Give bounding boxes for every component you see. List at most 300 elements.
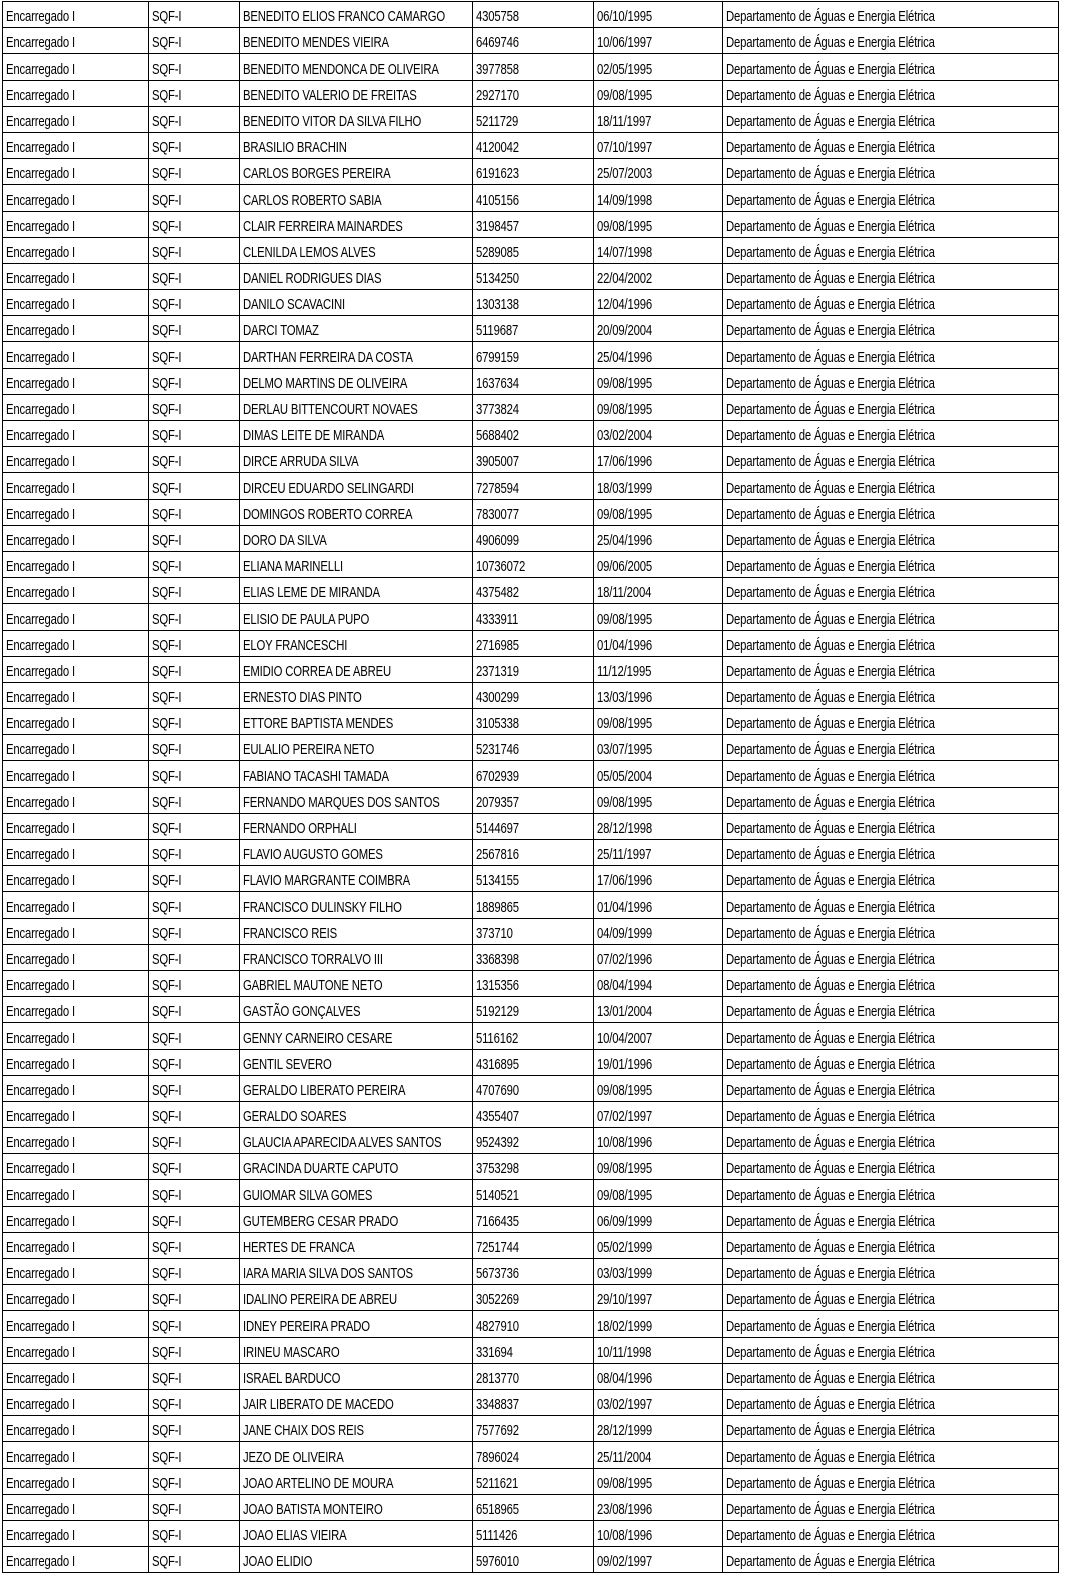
registration-cell — [473, 1232, 594, 1258]
name-cell-text: BENEDITO MENDES VIEIRA — [243, 35, 389, 52]
registration-cell — [473, 840, 594, 866]
cargo-cell — [3, 735, 149, 761]
date-cell-text: 10/04/2007 — [597, 1030, 653, 1047]
department-cell — [723, 525, 1059, 551]
department-cell-text: Departamento de Águas e Energia Elétrica — [726, 349, 935, 366]
table-row — [3, 106, 1059, 132]
table-row — [3, 1206, 1059, 1232]
registration-cell — [473, 1154, 594, 1180]
qualification-cell — [149, 421, 240, 447]
name-cell-text: BENEDITO MENDONCA DE OLIVEIRA — [243, 61, 439, 78]
department-cell — [723, 1049, 1059, 1075]
cargo-cell-text: Encarregado I — [6, 532, 76, 549]
department-cell — [723, 604, 1059, 630]
department-cell — [723, 944, 1059, 970]
table-row — [3, 1363, 1059, 1389]
department-cell — [723, 263, 1059, 289]
date-cell — [594, 1259, 723, 1285]
qualification-cell — [149, 342, 240, 368]
registration-cell-text: 5134155 — [476, 873, 519, 890]
registration-cell — [473, 866, 594, 892]
table-row — [3, 1468, 1059, 1494]
date-cell — [594, 1389, 723, 1415]
date-cell-text: 09/08/1995 — [597, 1161, 653, 1178]
cargo-cell-text: Encarregado I — [6, 375, 76, 392]
name-cell-text: CARLOS ROBERTO SABIA — [243, 192, 382, 209]
date-cell — [594, 735, 723, 761]
qualification-cell-text: SQF-I — [152, 1370, 182, 1387]
cargo-cell-text: Encarregado I — [6, 192, 76, 209]
name-cell — [240, 1337, 473, 1363]
name-cell — [240, 394, 473, 420]
table-row — [3, 1075, 1059, 1101]
name-cell — [240, 473, 473, 499]
registration-cell — [473, 316, 594, 342]
cargo-cell — [3, 1075, 149, 1101]
name-cell-text: GABRIEL MAUTONE NETO — [243, 978, 383, 995]
cargo-cell-text: Encarregado I — [6, 716, 76, 733]
date-cell — [594, 1101, 723, 1127]
department-cell-text: Departamento de Águas e Energia Elétrica — [726, 1161, 935, 1178]
name-cell-text: GENTIL SEVERO — [243, 1056, 332, 1073]
qualification-cell — [149, 290, 240, 316]
registration-cell — [473, 1442, 594, 1468]
name-cell-text: GASTÃO GONÇALVES — [243, 1004, 361, 1021]
registration-cell-text: 1637634 — [476, 375, 519, 392]
registration-cell — [473, 682, 594, 708]
department-cell-text: Departamento de Águas e Energia Elétrica — [726, 1240, 935, 1256]
name-cell-text: ETTORE BAPTISTA MENDES — [243, 716, 394, 733]
registration-cell — [473, 1285, 594, 1311]
date-cell-text: 05/02/1999 — [597, 1240, 653, 1256]
cargo-cell-text: Encarregado I — [6, 166, 76, 183]
name-cell — [240, 1494, 473, 1520]
qualification-cell — [149, 394, 240, 420]
date-cell — [594, 421, 723, 447]
name-cell — [240, 263, 473, 289]
table-row — [3, 604, 1059, 630]
qualification-cell-text: SQF-I — [152, 1344, 182, 1361]
qualification-cell — [149, 787, 240, 813]
name-cell — [240, 578, 473, 604]
department-cell-text: Departamento de Águas e Energia Elétrica — [726, 192, 935, 209]
registration-cell-text: 5119687 — [476, 323, 519, 340]
registration-cell-text: 5211729 — [476, 113, 519, 130]
date-cell-text: 09/08/1995 — [597, 375, 653, 392]
date-cell-text: 25/04/1996 — [597, 532, 653, 549]
department-cell-text: Departamento de Águas e Energia Elétrica — [726, 402, 935, 418]
qualification-cell-text: SQF-I — [152, 1292, 182, 1309]
qualification-cell-text: SQF-I — [152, 951, 182, 968]
department-cell-text: Departamento de Águas e Energia Elétrica — [726, 61, 935, 78]
name-cell — [240, 918, 473, 944]
department-cell-text: Departamento de Águas e Energia Elétrica — [726, 821, 935, 837]
date-cell-text: 22/04/2002 — [597, 271, 653, 288]
department-cell — [723, 1442, 1059, 1468]
name-cell — [240, 1049, 473, 1075]
date-cell — [594, 447, 723, 473]
department-cell-text: Departamento de Águas e Energia Elétrica — [726, 611, 935, 628]
name-cell — [240, 1232, 473, 1258]
registration-cell — [473, 54, 594, 80]
name-cell-text: GLAUCIA APARECIDA ALVES SANTOS — [243, 1135, 442, 1152]
registration-cell-text: 4305758 — [476, 9, 519, 26]
qualification-cell — [149, 499, 240, 525]
table-row — [3, 185, 1059, 211]
department-cell — [723, 1494, 1059, 1520]
registration-cell — [473, 342, 594, 368]
table-row — [3, 1180, 1059, 1206]
qualification-cell-text: SQF-I — [152, 140, 182, 157]
department-cell — [723, 80, 1059, 106]
name-cell — [240, 997, 473, 1023]
qualification-cell-text: SQF-I — [152, 87, 182, 104]
cargo-cell — [3, 28, 149, 54]
date-cell-text: 18/03/1999 — [597, 480, 653, 497]
qualification-cell-text: SQF-I — [152, 113, 182, 130]
name-cell — [240, 1468, 473, 1494]
table-row — [3, 525, 1059, 551]
qualification-cell-text: SQF-I — [152, 1318, 182, 1335]
name-cell — [240, 1101, 473, 1127]
department-cell-text: Departamento de Águas e Energia Elétrica — [726, 1528, 935, 1545]
department-cell — [723, 1311, 1059, 1337]
department-cell — [723, 368, 1059, 394]
date-cell-text: 13/03/1996 — [597, 690, 653, 707]
registration-cell-text: 7896024 — [476, 1449, 519, 1466]
name-cell-text: IARA MARIA SILVA DOS SANTOS — [243, 1266, 413, 1283]
qualification-cell-text: SQF-I — [152, 559, 182, 576]
cargo-cell-text: Encarregado I — [6, 1056, 76, 1073]
date-cell — [594, 106, 723, 132]
department-cell-text: Departamento de Águas e Energia Elétrica — [726, 1554, 935, 1571]
registration-cell-text: 5144697 — [476, 821, 519, 837]
table-row — [3, 421, 1059, 447]
qualification-cell-text: SQF-I — [152, 1082, 182, 1099]
cargo-cell-text: Encarregado I — [6, 113, 76, 130]
cargo-cell-text: Encarregado I — [6, 768, 76, 785]
cargo-cell-text: Encarregado I — [6, 951, 76, 968]
department-cell — [723, 2, 1059, 28]
qualification-cell-text: SQF-I — [152, 1056, 182, 1073]
registration-cell — [473, 918, 594, 944]
qualification-cell — [149, 1075, 240, 1101]
department-cell-text: Departamento de Águas e Energia Elétrica — [726, 1370, 935, 1387]
department-cell — [723, 1259, 1059, 1285]
registration-cell — [473, 525, 594, 551]
table-row — [3, 342, 1059, 368]
qualification-cell-text: SQF-I — [152, 1501, 182, 1518]
name-cell — [240, 813, 473, 839]
date-cell-text: 25/04/1996 — [597, 349, 653, 366]
name-cell-text: BENEDITO VALERIO DE FREITAS — [243, 87, 417, 104]
cargo-cell-text: Encarregado I — [6, 244, 76, 261]
date-cell — [594, 290, 723, 316]
name-cell — [240, 604, 473, 630]
table-row — [3, 1416, 1059, 1442]
cargo-cell — [3, 237, 149, 263]
date-cell-text: 09/08/1995 — [597, 506, 653, 523]
cargo-cell-text: Encarregado I — [6, 637, 76, 654]
registration-cell — [473, 1389, 594, 1415]
date-cell-text: 18/02/1999 — [597, 1318, 653, 1335]
qualification-cell — [149, 2, 240, 28]
date-cell-text: 07/02/1996 — [597, 951, 653, 968]
department-cell — [723, 499, 1059, 525]
qualification-cell — [149, 106, 240, 132]
department-cell — [723, 735, 1059, 761]
cargo-cell — [3, 1468, 149, 1494]
qualification-cell — [149, 1206, 240, 1232]
registration-cell-text: 4105156 — [476, 192, 519, 209]
registration-cell-text: 5289085 — [476, 244, 519, 261]
qualification-cell-text: SQF-I — [152, 1004, 182, 1021]
table-row — [3, 1101, 1059, 1127]
qualification-cell — [149, 1416, 240, 1442]
qualification-cell — [149, 1101, 240, 1127]
registration-cell — [473, 1206, 594, 1232]
department-cell-text: Departamento de Águas e Energia Elétrica — [726, 847, 935, 864]
registration-cell-text: 1303138 — [476, 297, 519, 314]
department-cell — [723, 1337, 1059, 1363]
date-cell — [594, 1023, 723, 1049]
table-row — [3, 159, 1059, 185]
registration-cell — [473, 787, 594, 813]
registration-cell-text: 4355407 — [476, 1109, 519, 1126]
registration-cell-text: 2716985 — [476, 637, 519, 654]
qualification-cell — [149, 997, 240, 1023]
department-cell — [723, 159, 1059, 185]
table-row — [3, 997, 1059, 1023]
name-cell — [240, 735, 473, 761]
qualification-cell — [149, 132, 240, 158]
date-cell-text: 01/04/1996 — [597, 637, 653, 654]
cargo-cell-text: Encarregado I — [6, 873, 76, 890]
registration-cell-text: 6518965 — [476, 1501, 519, 1518]
table-row — [3, 447, 1059, 473]
table-row — [3, 80, 1059, 106]
registration-cell-text: 331694 — [476, 1344, 513, 1361]
date-cell-text: 25/11/1997 — [597, 847, 652, 864]
qualification-cell-text: SQF-I — [152, 978, 182, 995]
cargo-cell — [3, 709, 149, 735]
qualification-cell — [149, 447, 240, 473]
cargo-cell — [3, 473, 149, 499]
cargo-cell — [3, 787, 149, 813]
name-cell — [240, 106, 473, 132]
qualification-cell — [149, 1128, 240, 1154]
registration-cell-text: 6702939 — [476, 768, 519, 785]
department-cell — [723, 1520, 1059, 1546]
cargo-cell — [3, 1259, 149, 1285]
date-cell — [594, 394, 723, 420]
date-cell-text: 03/07/1995 — [597, 742, 653, 759]
registration-cell — [473, 709, 594, 735]
qualification-cell — [149, 525, 240, 551]
department-cell-text: Departamento de Águas e Energia Elétrica — [726, 1109, 935, 1126]
qualification-cell — [149, 159, 240, 185]
table-row — [3, 1049, 1059, 1075]
name-cell-text: JANE CHAIX DOS REIS — [243, 1423, 364, 1440]
date-cell — [594, 316, 723, 342]
date-cell — [594, 1285, 723, 1311]
name-cell — [240, 368, 473, 394]
department-cell-text: Departamento de Águas e Energia Elétrica — [726, 1318, 935, 1335]
cargo-cell — [3, 1311, 149, 1337]
cargo-cell — [3, 106, 149, 132]
name-cell-text: FLAVIO AUGUSTO GOMES — [243, 847, 383, 864]
cargo-cell-text: Encarregado I — [6, 690, 76, 707]
cargo-cell — [3, 1494, 149, 1520]
name-cell-text: JEZO DE OLIVEIRA — [243, 1449, 344, 1466]
date-cell-text: 09/08/1995 — [597, 611, 653, 628]
name-cell — [240, 1442, 473, 1468]
table-row — [3, 944, 1059, 970]
cargo-cell-text: Encarregado I — [6, 1161, 76, 1178]
department-cell-text: Departamento de Águas e Energia Elétrica — [726, 1423, 935, 1440]
name-cell — [240, 1363, 473, 1389]
department-cell — [723, 578, 1059, 604]
name-cell — [240, 630, 473, 656]
name-cell-text: JOAO ELIDIO — [243, 1554, 313, 1571]
date-cell-text: 13/01/2004 — [597, 1004, 653, 1021]
registration-cell — [473, 421, 594, 447]
name-cell-text: GUTEMBERG CESAR PRADO — [243, 1213, 399, 1230]
registration-cell — [473, 1311, 594, 1337]
table-row — [3, 1023, 1059, 1049]
date-cell-text: 09/08/1995 — [597, 1475, 653, 1492]
name-cell — [240, 1520, 473, 1546]
name-cell — [240, 866, 473, 892]
name-cell — [240, 1023, 473, 1049]
registration-cell-text: 3773824 — [476, 402, 519, 418]
department-cell-text: Departamento de Águas e Energia Elétrica — [726, 1344, 935, 1361]
registration-cell — [473, 1337, 594, 1363]
department-cell — [723, 342, 1059, 368]
cargo-cell-text: Encarregado I — [6, 297, 76, 314]
registration-cell-text: 3368398 — [476, 951, 519, 968]
department-cell — [723, 709, 1059, 735]
cargo-cell — [3, 159, 149, 185]
department-cell-text: Departamento de Águas e Energia Elétrica — [726, 218, 935, 235]
name-cell — [240, 1311, 473, 1337]
qualification-cell-text: SQF-I — [152, 349, 182, 366]
cargo-cell-text: Encarregado I — [6, 1318, 76, 1335]
table-row — [3, 1442, 1059, 1468]
registration-cell-text: 5231746 — [476, 742, 519, 759]
cargo-cell — [3, 1337, 149, 1363]
name-cell-text: BENEDITO VITOR DA SILVA FILHO — [243, 113, 422, 130]
table-row — [3, 656, 1059, 682]
date-cell — [594, 159, 723, 185]
cargo-cell-text: Encarregado I — [6, 61, 76, 78]
department-cell-text: Departamento de Águas e Energia Elétrica — [726, 716, 935, 733]
qualification-cell-text: SQF-I — [152, 873, 182, 890]
name-cell-text: FERNANDO MARQUES DOS SANTOS — [243, 794, 440, 811]
department-cell — [723, 447, 1059, 473]
name-cell-text: ELISIO DE PAULA PUPO — [243, 611, 370, 628]
date-cell — [594, 709, 723, 735]
registration-cell — [473, 1049, 594, 1075]
cargo-cell-text: Encarregado I — [6, 506, 76, 523]
cargo-cell — [3, 1520, 149, 1546]
name-cell-text: BRASILIO BRACHIN — [243, 140, 347, 157]
date-cell — [594, 211, 723, 237]
name-cell — [240, 1075, 473, 1101]
department-cell — [723, 682, 1059, 708]
name-cell — [240, 421, 473, 447]
registration-cell-text: 3198457 — [476, 218, 519, 235]
date-cell — [594, 1416, 723, 1442]
date-cell — [594, 761, 723, 787]
department-cell — [723, 1363, 1059, 1389]
registration-cell — [473, 473, 594, 499]
cargo-cell — [3, 604, 149, 630]
name-cell-text: ELOY FRANCESCHI — [243, 637, 348, 654]
cargo-cell — [3, 211, 149, 237]
department-cell — [723, 1468, 1059, 1494]
department-cell — [723, 473, 1059, 499]
cargo-cell-text: Encarregado I — [6, 1030, 76, 1047]
date-cell-text: 09/08/1995 — [597, 402, 653, 418]
name-cell — [240, 290, 473, 316]
registration-cell-text: 4827910 — [476, 1318, 519, 1335]
registration-cell — [473, 551, 594, 577]
department-cell-text: Departamento de Águas e Energia Elétrica — [726, 271, 935, 288]
table-row — [3, 735, 1059, 761]
table-row — [3, 473, 1059, 499]
cargo-cell-text: Encarregado I — [6, 349, 76, 366]
department-cell — [723, 656, 1059, 682]
registration-cell — [473, 944, 594, 970]
department-cell-text: Departamento de Águas e Energia Elétrica — [726, 9, 935, 26]
name-cell — [240, 237, 473, 263]
name-cell-text: GERALDO LIBERATO PEREIRA — [243, 1082, 406, 1099]
date-cell — [594, 28, 723, 54]
department-cell-text: Departamento de Águas e Energia Elétrica — [726, 637, 935, 654]
date-cell-text: 08/04/1994 — [597, 978, 653, 995]
name-cell — [240, 80, 473, 106]
date-cell — [594, 578, 723, 604]
registration-cell — [473, 447, 594, 473]
department-cell-text: Departamento de Águas e Energia Elétrica — [726, 297, 935, 314]
cargo-cell-text: Encarregado I — [6, 1475, 76, 1492]
name-cell-text: ELIAS LEME DE MIRANDA — [243, 585, 380, 602]
cargo-cell — [3, 997, 149, 1023]
registration-cell — [473, 28, 594, 54]
department-cell — [723, 1389, 1059, 1415]
qualification-cell-text: SQF-I — [152, 847, 182, 864]
date-cell-text: 28/12/1999 — [597, 1423, 653, 1440]
table-row — [3, 290, 1059, 316]
department-cell-text: Departamento de Águas e Energia Elétrica — [726, 1397, 935, 1414]
date-cell — [594, 1363, 723, 1389]
date-cell-text: 17/06/1996 — [597, 454, 653, 471]
table-row — [3, 2, 1059, 28]
department-cell — [723, 1547, 1059, 1573]
registration-cell — [473, 2, 594, 28]
table-row — [3, 551, 1059, 577]
date-cell — [594, 944, 723, 970]
registration-cell — [473, 159, 594, 185]
name-cell-text: JOAO BATISTA MONTEIRO — [243, 1501, 383, 1518]
registration-cell-text: 4333911 — [476, 611, 519, 628]
department-cell — [723, 1416, 1059, 1442]
cargo-cell — [3, 578, 149, 604]
registration-cell — [473, 1075, 594, 1101]
cargo-cell — [3, 132, 149, 158]
name-cell — [240, 525, 473, 551]
